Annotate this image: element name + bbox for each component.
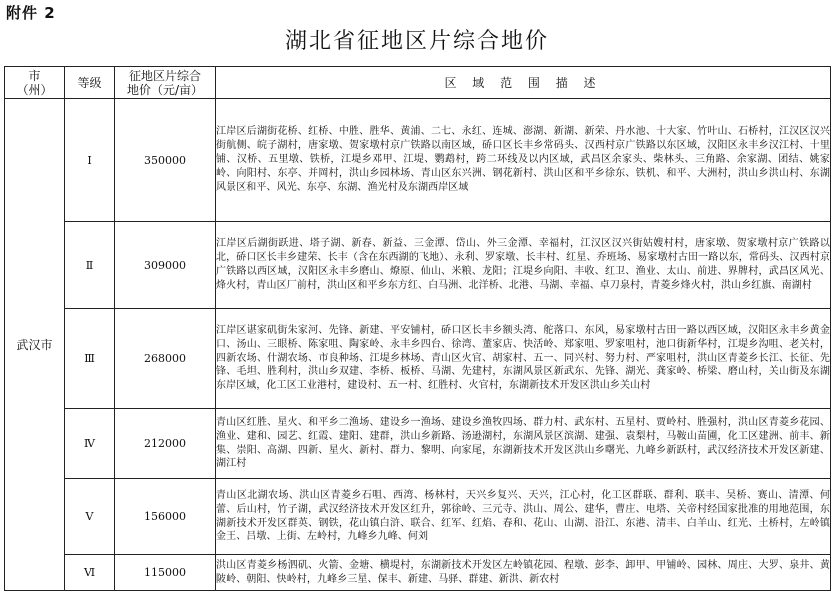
price-cell <box>115 99 216 222</box>
price-value: 309000 <box>144 258 186 272</box>
grade-cell <box>65 409 115 479</box>
description-text: 江岸区后湖街花桥、红桥、中胜、胜华、黄浦、二七、永红、连城、澎湖、新湖、新荣、丹水池、十大家、竹叶山、石桥村，江汉区汉兴街航侧、皖子湖村，唐家墩、贺家墩村京广铁路以南区域，硚口区长丰乡常码头、汉西村京广铁路以东区域，汉阳区永丰乡汉江村、十里铺、汉桥、五里墩、铁桥，江堤乡邓甲、江堤、鹦鹉村，跨二环线及以内区域，武昌区余家头、柴林头、三角路、余家湖、团结、姚家岭、向阳村、东亭、并岡村，洪山乡园林场、青山区东兴洲、钢花新村、洪山区和平乡徐东、铁机、和平、大洲村，洪山乡洪山村、东湖风景区和平、风光、东亭、东湖、渔光村及东湖西岸区域 <box>216 126 830 193</box>
city-name: 武汉市 <box>16 338 53 352</box>
grade-cell <box>65 99 115 222</box>
land-price-table <box>4 66 831 591</box>
description-text: 江岸区后湖街跃进、塔子湖、新春、新益、三金潭、岱山、外三金潭、幸福村，江汉区汉兴街姑嫂村村，唐家墩、贺家墩村京广铁路以北，硚口区长丰乡建荣、长丰（含在东西湖的飞地）、永利、罗家墩、长丰村、红星、乔班场、易家墩村古田一路以东，常码头、汉西村京广铁路以西区域，汉阳区永丰乡磨山、燎原、仙山、米粮、龙阳；江堤乡向阳、丰收、红卫、渔业、太山、前进、界牌村，武昌区风光、烽火村，青山区厂前村，洪山区和平乡东方红、白马洲、北洋桥、北港、马湖、幸福、卓刀泉村，青菱乡烽火村，洪山乡红旗、南湖村 <box>216 238 830 291</box>
document-title: 湖北省征地区片综合地价 <box>284 29 549 54</box>
table-row <box>5 479 831 555</box>
table-row <box>5 555 831 591</box>
header-grade-text: 等级 <box>77 75 102 90</box>
price-cell <box>115 555 216 591</box>
description-cell <box>216 479 831 555</box>
city-cell <box>5 99 65 591</box>
grade-cell <box>65 309 115 409</box>
description-cell <box>216 555 831 591</box>
grade-cell <box>65 555 115 591</box>
attachment-label: 附件 2 <box>6 4 56 22</box>
price-value: 156000 <box>144 510 186 523</box>
description-cell <box>216 99 831 222</box>
description-cell <box>216 222 831 309</box>
header-price <box>115 67 216 99</box>
grade-value: Ⅱ <box>85 258 94 272</box>
price-cell <box>115 222 216 309</box>
description-cell <box>216 409 831 479</box>
grade-cell <box>65 479 115 555</box>
description-text: 江岸区谌家矶街朱家河、先锋、新建、平安铺村，硚口区长丰乡额头湾、舵落口、东风，易家墩村古田一路以西区域，汉阳区永丰乡黄金口、汤山、三眼桥、陈家咀、陶家岭、永丰乡四台、徐湾、董家店、快活岭、郑家咀、罗家咀村，池口街新华村，江堤乡沟咀、老关村，四新农场、什湖农场、市良种场、江堤乡林场、青山区火官、胡家村、五一、同兴村、努力村、严家咀村，洪山区青菱乡长江、长征、先锋、毛坦、胜利村，洪山乡双建、李桥、板桥、马湖、先建村，东湖风景区新武东、先锋、湖光、龚家岭、桥梁、磨山村，关山街及东湖东岸区域，化工区工业港村，建设村、五一村、红胜村、火官村，东湖新技术开发区洪山乡关山村 <box>216 324 830 392</box>
table-row <box>5 99 831 222</box>
header-city-text: 市 （州） <box>16 68 53 97</box>
table-row <box>5 222 831 309</box>
header-description <box>216 67 831 99</box>
grade-value: Ⅲ <box>84 352 95 365</box>
price-cell <box>115 409 216 479</box>
price-value: 268000 <box>144 352 186 365</box>
description-cell <box>216 309 831 409</box>
grade-value: Ⅰ <box>87 153 92 167</box>
grade-value: Ⅵ <box>83 566 96 579</box>
table-row <box>5 409 831 479</box>
header-price-text: 征地区片综合 地价（元/亩） <box>126 68 204 97</box>
description-text: 青山区红胜、星火、和平乡二渔场、建设乡一渔场、建设乡渔牧四场、群力村、武东村、五星村、贾岭村、胜强村，洪山区青菱乡花园、渔业、建和、园艺、红霞、建阳、建群，洪山乡新路、汤逊湖村，东湖风景区滨湖、建强、袁梨村，马鞍山苗圃，化工区建洲、前丰、新集、崇阳、高湖、四新、星火、新村、群力、黎明、向家尾，东湖新技术开发区洪山乡曙光、九峰乡新跃村，武汉经济技术开发区新建、湖江村 <box>216 416 830 470</box>
price-cell <box>115 309 216 409</box>
price-value: 115000 <box>144 566 186 579</box>
table-header-row <box>5 67 831 99</box>
description-text: 洪山区青菱乡杨泗矶、火箭、金塘、横堤村，东湖新技术开发区左岭镇花园、程墩、彭李、卸甲、甲铺岭、园林、周庄、大罗、泉井、黄陂岭、朝阳、快岭村，九峰乡三星、保丰、新建、马驿、群建、新洪、新农村 <box>216 559 830 585</box>
header-description-text: 区 域 范 围 描 述 <box>444 75 602 90</box>
header-city <box>5 67 65 99</box>
price-cell <box>115 479 216 555</box>
table-row <box>5 309 831 409</box>
grade-cell <box>65 222 115 309</box>
grade-value: Ⅳ <box>84 437 95 450</box>
header-grade <box>65 67 115 99</box>
grade-value: Ⅴ <box>85 510 94 523</box>
price-value: 350000 <box>144 153 186 167</box>
description-text: 青山区北湖农场、洪山区青菱乡石咀、西湾、杨林村，天兴乡复兴、天兴，江心村，化工区群联、群利、联丰、吴桥、赛山、清潭、何蕾、后山村，竹子湖，武汉经济技术开发区红升，郭徐岭、三元寺、洪山、周公、建华，曹庄、电塔、关帝村经国家批准的用地范围，东湖新技术开发区群英、钢铁，花山镇白浒、联合、红军、红焰、春和、花山、山湖、沿江、东港、清丰、白羊山、红光、土桥村，左岭镇金王、吕墩、上街、左岭村，九峰乡九峰、何刘 <box>216 489 830 543</box>
price-value: 212000 <box>144 437 186 450</box>
